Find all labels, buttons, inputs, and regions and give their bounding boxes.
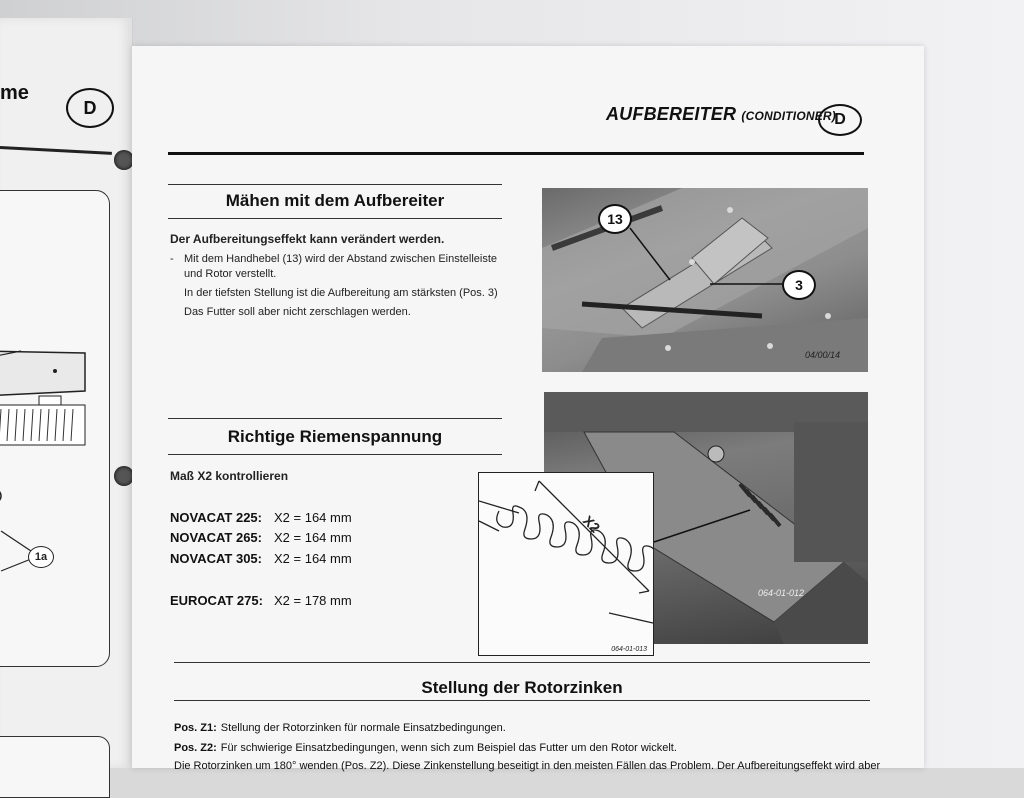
model-value: X2 = 178 mm [274, 593, 352, 608]
model-name: EUROCAT 275: [170, 593, 263, 608]
section-title-maehen: Mähen mit dem Aufbereiter [225, 191, 445, 210]
left-page-title-fragment: me [0, 82, 29, 104]
left-callout-1a: 1a [28, 546, 54, 568]
section-rule [168, 418, 502, 419]
section-title-riemenspannung: Richtige Riemenspannung [227, 427, 443, 446]
model-value: X2 = 164 mm [274, 551, 352, 566]
model-row [170, 551, 352, 566]
model-name: NOVACAT 265: [170, 530, 262, 545]
left-page-diagram [0, 191, 109, 666]
model-row [170, 510, 352, 525]
inset-label-x2: X2 [579, 512, 604, 536]
right-page [132, 46, 924, 772]
rotor-position-item [174, 742, 677, 754]
section-rule [174, 700, 870, 701]
left-page-rule [0, 146, 112, 155]
section1-line: und Rotor verstellt. [184, 268, 277, 280]
left-page-tab-letter: D [66, 88, 114, 128]
binder-hole [114, 466, 134, 486]
left-page [0, 18, 133, 768]
model-value: X2 = 164 mm [274, 530, 352, 545]
position-text: Die Rotorzinken um 180° wenden (Pos. Z2). Diese Zinkenstellung beseitigt in den meisten Fällen das Problem. Der Aufbereitungseffekt wird aber [174, 760, 881, 772]
section1-line: Mit dem Handhebel (13) wird der Abstand zwischen Einstelleiste [184, 253, 498, 265]
position-text: Stellung der Rotorzinken für normale Einsatzbedingungen. [220, 722, 506, 734]
left-page-diagram-box [0, 190, 110, 667]
bullet-dash: - [170, 253, 174, 265]
header-tab-letter: D [818, 104, 862, 136]
section1-line: Das Futter soll aber nicht zerschlagen werden. [184, 306, 411, 318]
section-rule [168, 218, 502, 219]
check-label: Maß X2 kontrollieren [170, 469, 289, 483]
inset-code: 064-01-013 [611, 646, 647, 653]
section1-intro: Der Aufbereitungseffekt kann verändert werden. [170, 232, 445, 246]
position-label: Pos. Z2: [174, 742, 217, 754]
section1-line: In der tiefsten Stellung ist die Aufbereitung am stärksten (Pos. 3) [184, 287, 498, 299]
model-row [170, 530, 352, 545]
position-text: Für schwierige Einsatzbedingungen, wenn sich zum Beispiel das Futter um den Rotor wickelt. [220, 742, 677, 754]
header-title-text: AUFBEREITER [605, 104, 737, 124]
model-name: NOVACAT 305: [170, 551, 262, 566]
section-rule [174, 662, 870, 663]
photo-hand-lever-drawing [542, 188, 868, 372]
inset-spring-diagram [478, 472, 654, 656]
photo-hand-lever [542, 188, 868, 372]
binder-hole [114, 150, 134, 170]
callout-13: 13 [598, 204, 632, 234]
rotor-position-item [174, 722, 506, 734]
section-rule [168, 454, 502, 455]
position-label: Pos. Z1: [174, 722, 217, 734]
section-rule [168, 184, 502, 185]
header-subtitle: (CONDITIONER) [741, 109, 836, 123]
header-rule [168, 152, 864, 155]
model-value: X2 = 164 mm [274, 510, 352, 525]
model-row [170, 593, 352, 608]
rotor-position-item [174, 760, 880, 772]
left-page-lower-box [0, 736, 110, 798]
photo-code: 064-01-012 [757, 588, 804, 598]
photo-code: 04/00/14 [804, 350, 840, 360]
inset-spring-drawing [479, 473, 653, 655]
model-name: NOVACAT 225: [170, 510, 262, 525]
callout-3: 3 [782, 270, 816, 300]
section-title-rotorzinken: Stellung der Rotorzinken [421, 678, 623, 697]
page-header-title [606, 104, 836, 125]
